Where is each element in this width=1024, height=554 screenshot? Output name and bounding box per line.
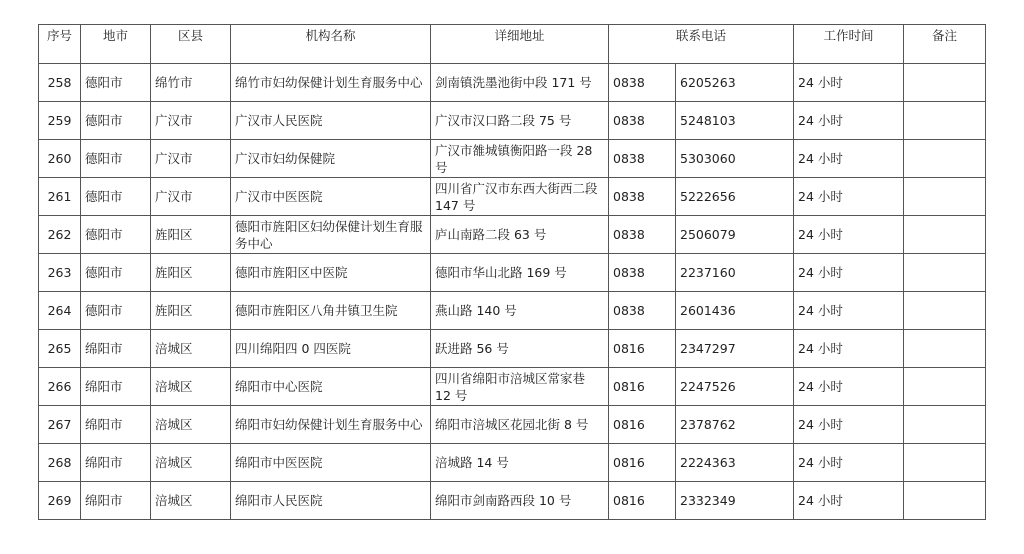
row-hours: 24 小时	[794, 482, 904, 520]
row-area-code: 0838	[609, 178, 676, 216]
row-county: 广汉市	[151, 140, 231, 178]
row-note	[904, 254, 986, 292]
row-org-name: 绵阳市中心医院	[231, 368, 431, 406]
row-city: 绵阳市	[81, 330, 151, 368]
header-index: 序号	[39, 25, 81, 64]
row-hours: 24 小时	[794, 444, 904, 482]
row-address: 绵阳市剑南路西段 10 号	[431, 482, 609, 520]
row-hours: 24 小时	[794, 292, 904, 330]
row-phone: 5303060	[676, 140, 794, 178]
row-address: 四川省广汉市东西大街西二段 147 号	[431, 178, 609, 216]
row-city: 德阳市	[81, 254, 151, 292]
row-hours: 24 小时	[794, 140, 904, 178]
row-index: 260	[39, 140, 81, 178]
row-index: 268	[39, 444, 81, 482]
row-area-code: 0816	[609, 406, 676, 444]
row-note	[904, 178, 986, 216]
table-row	[39, 64, 986, 102]
table-row	[39, 292, 986, 330]
table-row	[39, 178, 986, 216]
row-area-code: 0816	[609, 482, 676, 520]
row-city: 德阳市	[81, 292, 151, 330]
row-area-code: 0838	[609, 64, 676, 102]
row-index: 262	[39, 216, 81, 254]
row-address: 四川省绵阳市涪城区常家巷 12 号	[431, 368, 609, 406]
row-county: 涪城区	[151, 482, 231, 520]
row-note	[904, 102, 986, 140]
row-note	[904, 444, 986, 482]
row-city: 德阳市	[81, 178, 151, 216]
row-area-code: 0838	[609, 102, 676, 140]
row-address: 绵阳市涪城区花园北街 8 号	[431, 406, 609, 444]
row-phone: 2506079	[676, 216, 794, 254]
table-row	[39, 254, 986, 292]
row-hours: 24 小时	[794, 64, 904, 102]
row-county: 广汉市	[151, 102, 231, 140]
row-org-name: 广汉市中医医院	[231, 178, 431, 216]
row-org-name: 德阳市旌阳区妇幼保健计划生育服务中心	[231, 216, 431, 254]
row-phone: 5222656	[676, 178, 794, 216]
row-city: 绵阳市	[81, 482, 151, 520]
row-hours: 24 小时	[794, 330, 904, 368]
row-org-name: 广汉市人民医院	[231, 102, 431, 140]
row-address: 跃进路 56 号	[431, 330, 609, 368]
row-city: 德阳市	[81, 64, 151, 102]
row-index: 266	[39, 368, 81, 406]
row-address: 剑南镇洗墨池街中段 171 号	[431, 64, 609, 102]
row-hours: 24 小时	[794, 368, 904, 406]
row-address: 涪城路 14 号	[431, 444, 609, 482]
table-row	[39, 140, 986, 178]
table-row	[39, 330, 986, 368]
row-city: 德阳市	[81, 140, 151, 178]
header-org: 机构名称	[231, 25, 431, 64]
row-area-code: 0838	[609, 216, 676, 254]
row-note	[904, 330, 986, 368]
header-hours: 工作时间	[794, 25, 904, 64]
row-index: 258	[39, 64, 81, 102]
row-phone: 6205263	[676, 64, 794, 102]
header-note: 备注	[904, 25, 986, 64]
table-row	[39, 482, 986, 520]
row-county: 涪城区	[151, 406, 231, 444]
row-city: 绵阳市	[81, 406, 151, 444]
row-note	[904, 482, 986, 520]
row-address: 广汉市汉口路二段 75 号	[431, 102, 609, 140]
header-phone: 联系电话	[609, 25, 794, 64]
table-row	[39, 406, 986, 444]
row-hours: 24 小时	[794, 178, 904, 216]
row-org-name: 绵阳市中医医院	[231, 444, 431, 482]
header-city: 地市	[81, 25, 151, 64]
row-area-code: 0838	[609, 292, 676, 330]
row-area-code: 0838	[609, 140, 676, 178]
header-row	[39, 25, 986, 64]
row-phone: 2247526	[676, 368, 794, 406]
institution-table	[38, 24, 986, 520]
row-county: 旌阳区	[151, 216, 231, 254]
row-index: 263	[39, 254, 81, 292]
table-row	[39, 444, 986, 482]
header-county: 区县	[151, 25, 231, 64]
row-note	[904, 368, 986, 406]
row-city: 德阳市	[81, 102, 151, 140]
row-phone: 2378762	[676, 406, 794, 444]
row-org-name: 绵阳市人民医院	[231, 482, 431, 520]
row-org-name: 绵阳市妇幼保健计划生育服务中心	[231, 406, 431, 444]
row-area-code: 0816	[609, 368, 676, 406]
row-county: 旌阳区	[151, 292, 231, 330]
row-county: 涪城区	[151, 330, 231, 368]
row-county: 绵竹市	[151, 64, 231, 102]
row-city: 绵阳市	[81, 368, 151, 406]
row-county: 涪城区	[151, 444, 231, 482]
row-area-code: 0816	[609, 330, 676, 368]
row-index: 269	[39, 482, 81, 520]
row-hours: 24 小时	[794, 254, 904, 292]
row-phone: 2224363	[676, 444, 794, 482]
row-phone: 5248103	[676, 102, 794, 140]
row-address: 德阳市华山北路 169 号	[431, 254, 609, 292]
row-area-code: 0838	[609, 254, 676, 292]
row-city: 绵阳市	[81, 444, 151, 482]
row-county: 涪城区	[151, 368, 231, 406]
row-phone: 2601436	[676, 292, 794, 330]
row-area-code: 0816	[609, 444, 676, 482]
row-note	[904, 406, 986, 444]
row-org-name: 德阳市旌阳区八角井镇卫生院	[231, 292, 431, 330]
row-index: 265	[39, 330, 81, 368]
row-index: 264	[39, 292, 81, 330]
row-note	[904, 292, 986, 330]
row-hours: 24 小时	[794, 406, 904, 444]
row-note	[904, 140, 986, 178]
row-org-name: 绵竹市妇幼保健计划生育服务中心	[231, 64, 431, 102]
row-note	[904, 216, 986, 254]
row-phone: 2332349	[676, 482, 794, 520]
row-address: 庐山南路二段 63 号	[431, 216, 609, 254]
row-address: 广汉市雒城镇衡阳路一段 28 号	[431, 140, 609, 178]
row-hours: 24 小时	[794, 102, 904, 140]
row-city: 德阳市	[81, 216, 151, 254]
row-index: 267	[39, 406, 81, 444]
row-phone: 2237160	[676, 254, 794, 292]
table-row	[39, 216, 986, 254]
row-hours: 24 小时	[794, 216, 904, 254]
row-org-name: 广汉市妇幼保健院	[231, 140, 431, 178]
row-county: 广汉市	[151, 178, 231, 216]
row-org-name: 四川绵阳四 0 四医院	[231, 330, 431, 368]
row-org-name: 德阳市旌阳区中医院	[231, 254, 431, 292]
header-address: 详细地址	[431, 25, 609, 64]
row-note	[904, 64, 986, 102]
row-index: 259	[39, 102, 81, 140]
row-phone: 2347297	[676, 330, 794, 368]
row-county: 旌阳区	[151, 254, 231, 292]
row-index: 261	[39, 178, 81, 216]
table-row	[39, 102, 986, 140]
table-row	[39, 368, 986, 406]
row-address: 燕山路 140 号	[431, 292, 609, 330]
